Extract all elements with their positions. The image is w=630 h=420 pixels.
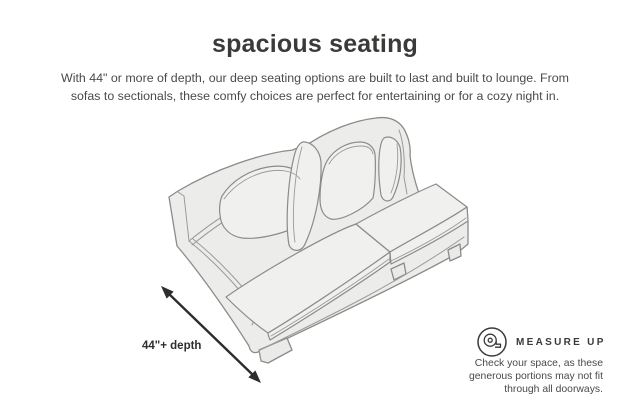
measure-up-title: MEASURE UP [516, 337, 606, 348]
intro-line-2: sofas to sectionals, these comfy choices are perfect for entertaining or for a cozy night in. [70, 88, 560, 103]
measure-up-note-line-2: generous portions may not fit [469, 371, 603, 382]
tape-measure-icon [476, 326, 508, 358]
depth-dimension-label: 44"+ depth [142, 340, 202, 352]
measure-up-note [433, 357, 603, 396]
intro-line-1: With 44" or more of depth, our deep seating options are built to last and built to lounge. From [61, 71, 569, 85]
measure-up-note-line-3: through all doorways. [504, 384, 603, 395]
measure-up-note-line-1: Check your space, as these [474, 358, 603, 369]
page-title: spacious seating [211, 30, 419, 58]
